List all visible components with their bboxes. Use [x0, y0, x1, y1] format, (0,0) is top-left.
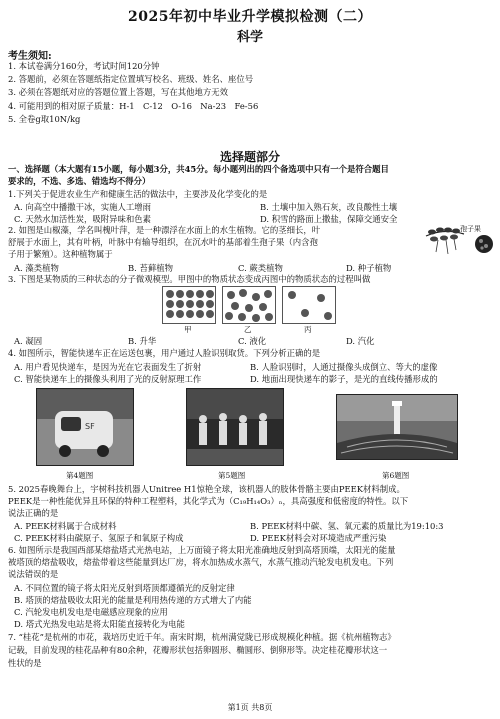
q3-solid-model	[162, 286, 216, 324]
q3-option-b: B. 升华	[128, 336, 157, 346]
q4-delivery-car-photo	[36, 388, 134, 466]
q1-option-a: A. 向高空中播撒干冰，实施人工增雨	[14, 202, 151, 212]
q1-option-b: B. 土壤中加入熟石灰，改良酸性土壤	[260, 202, 398, 212]
q4-option-c: C. 智能快递车上的摄像头利用了光的反射原理工作	[14, 374, 202, 384]
q3-liquid-model	[222, 286, 276, 324]
q6-option-c: C. 汽轮发电机发电是电磁感应现象的应用	[14, 607, 168, 617]
notice-heading: 考生须知:	[8, 51, 52, 62]
q2-plant-figure	[424, 222, 496, 266]
q3-stem: 3. 下图是某物质的三种状态的分子微观模型。甲图中的物质状态变成丙图中的物质状态的过程叫做	[8, 274, 371, 284]
q4-option-b: B. 人脸识别时，人通过摄像头成倒立、等大的虚像	[250, 362, 438, 372]
q3-option-a: A. 凝固	[14, 336, 43, 346]
q3-label-jia: 甲	[184, 325, 192, 334]
q7-stem: 性状的是	[8, 658, 42, 668]
q3-label-yi: 乙	[244, 325, 252, 334]
q5-option-d: D. PEEK材料会对环境造成严重污染	[250, 533, 387, 543]
notice-item: 2. 答题前，必须在答题纸指定位置填写校名、班级、姓名、座位号	[8, 74, 254, 84]
q4-figure-caption: 第4题图	[66, 471, 94, 480]
svg-text:SF: SF	[85, 422, 95, 431]
q5-option-c: C. PEEK材料由碳原子、氢原子和氧原子构成	[14, 533, 184, 543]
q3-gas-model	[282, 286, 336, 324]
q3-label-bing: 丙	[304, 325, 312, 334]
q5-option-b: B. PEEK材料中碳、氢、氧元素的质量比为19:10:3	[250, 521, 444, 531]
section-title: 选择题部分	[219, 150, 280, 164]
q1-option-d: D. 积雪的路面上撒盐，保障交通安全	[260, 214, 398, 224]
q7-stem: 7. “桂花”是杭州的市花，栽培历史近千年。南宋时期，杭州满觉陇已形成规模化种植。据《杭州植物志》	[8, 632, 396, 642]
q6-stem: 说法错误的是	[8, 569, 59, 579]
q2-stem: 舒展于水面上，其有叶柄，叶脉中有输导组织，在沉水叶的基部着生孢子果（内含孢	[8, 237, 318, 247]
q2-figure-label: 孢子果	[460, 225, 481, 233]
q5-stem: 5. 2025春晚舞台上，宇树科技机器人Unitree H1惊艳全球，该机器人的肢体骨骼主要由PEEK材料制成。	[8, 484, 405, 494]
part-intro: 要求的，不选、多选、错选均不得分）	[8, 176, 151, 186]
q2-option-b: B. 苔藓植物	[128, 263, 173, 273]
q6-stem: 被塔顶的熔盐吸收，熔盐带着这些能量到达厂房，将水加热成水蒸气，水蒸气推动汽轮发电机发电。下列	[8, 557, 394, 567]
q1-stem: 1.下列关于促进农业生产和健康生活的做法中，主要涉及化学变化的是	[8, 189, 268, 199]
q5-stem: PEEK是一种性能优异且环保的特种工程塑料，其化学式为（C₁₉H₁₄O₃）ₙ，具高强度和低密度的特性。以下	[8, 496, 409, 506]
q6-option-d: D. 塔式光热发电站是将太阳能直接转化为电能	[14, 619, 185, 629]
q5-option-a: A. PEEK材料属于合成材料	[14, 521, 117, 531]
q4-option-d: D. 地面出现快递车的影子，是光的直线传播形成的	[250, 374, 438, 384]
q3-option-c: C. 液化	[238, 336, 267, 346]
q6-option-a: A. 不同位置的镜子将太阳光反射到塔顶都遵循光的反射定律	[14, 583, 235, 593]
q3-option-d: D. 汽化	[346, 336, 375, 346]
q5-robot-dance-photo	[186, 388, 284, 466]
q2-option-d: D. 种子植物	[346, 263, 392, 273]
q6-figure-caption: 第6题图	[382, 471, 410, 480]
q6-stem: 6. 如图所示是我国西部某熔盐塔式光热电站，上万面镜子将太阳光准确地反射到高塔顶端，太阳光的能量	[8, 545, 396, 555]
exam-title: 2025年初中毕业升学模拟检测（二）	[128, 9, 372, 25]
q4-option-a: A. 用户看见快递车，是因为光在它表面发生了折射	[14, 362, 202, 372]
notice-item: 5. 全卷g取10N/kg	[8, 114, 81, 124]
notice-item: 1. 本试卷满分160分，考试时间120分钟	[8, 61, 160, 71]
q4-stem: 4. 如图所示，智能快递车正在运送包裹，用户通过人脸识别取货。下列分析正确的是	[8, 348, 321, 358]
q5-figure-caption: 第5题图	[218, 471, 246, 480]
q2-option-a: A. 藻类植物	[14, 263, 59, 273]
notice-item: 4. 可能用到的相对原子质量：H-1 C-12 O-16 Na-23 Fe-56	[8, 101, 259, 111]
notice-item: 3. 必须在答题纸对应的答题位置上答题，写在其他地方无效	[8, 87, 229, 97]
q2-option-c: C. 蕨类植物	[238, 263, 283, 273]
page-footer: 第1页 共8页	[227, 703, 273, 712]
q2-stem: 子用于繁殖）。这种植物属于	[8, 249, 113, 259]
q1-option-c: C. 天然水加活性炭，吸附异味和色素	[14, 214, 152, 224]
q7-stem: 记载，目前发现的桂花品种有80余种，花瓣形状包括卵圆形、椭圆形、倒卵形等。决定桂花瓣形状这一	[8, 645, 388, 655]
subject-title: 科学	[236, 30, 263, 45]
q6-solar-tower-photo	[336, 394, 458, 460]
part-intro: 一、选择题（本大题有15小题，每小题3分，共45分。每小题列出的四个备选项中只有一个是符合题目	[8, 164, 389, 174]
q5-stem: 说法正确的是	[8, 508, 59, 518]
q6-option-b: B. 塔顶的熔盐吸收太阳光的能量是利用热传递的方式增大了内能	[14, 595, 252, 605]
q2-stem: 2. 如图是山椒藻，学名叫槐叶萍，是一种漂浮在水面上的水生植物。它的茎细长，叶	[8, 225, 321, 235]
